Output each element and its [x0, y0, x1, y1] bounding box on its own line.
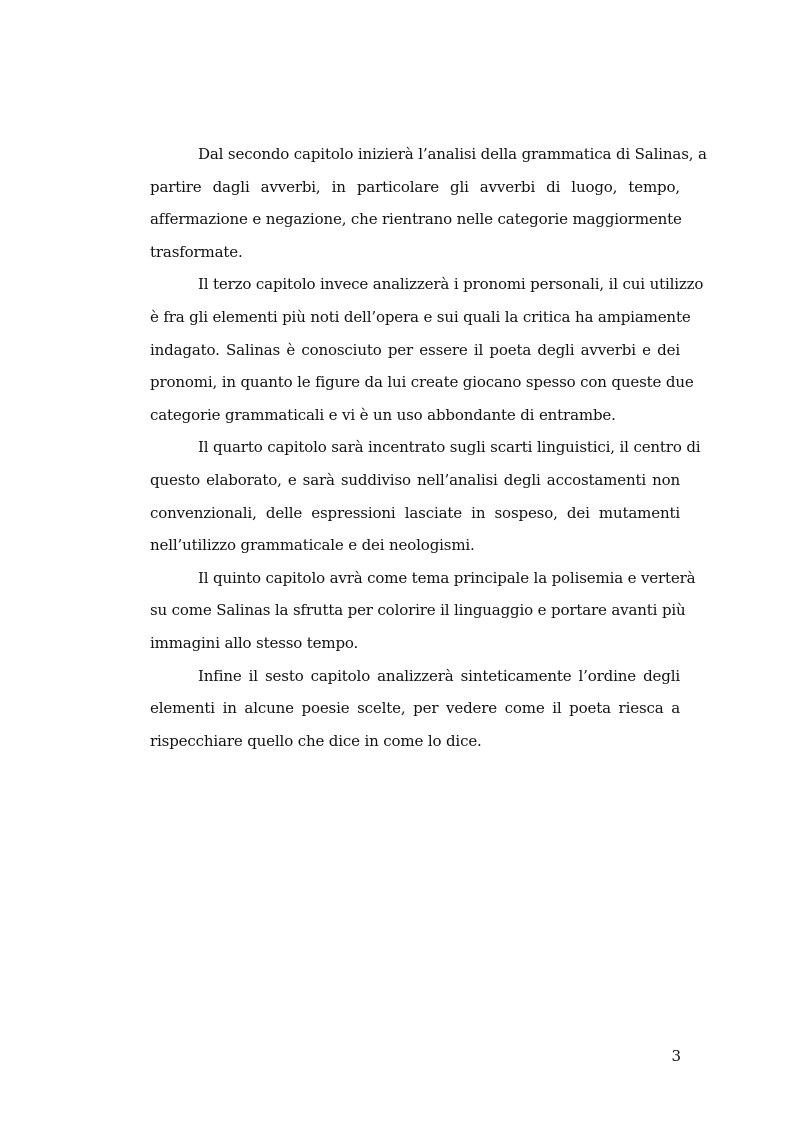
paragraph-line: Il quarto capitolo sarà incentrato sugli scarti linguistici, il centro di [198, 438, 701, 457]
paragraph-line: è fra gli elementi più noti dell’opera e sui quali la critica ha ampiamente [150, 307, 691, 326]
paragraph-line: Dal secondo capitolo inizierà l’analisi della grammatica di Salinas, a [198, 145, 707, 163]
paragraph-line: nell’utilizzo grammaticale e dei neologismi. [150, 536, 475, 555]
paragraph-line: Il quinto capitolo avrà come tema principale la polisemia e verterà [198, 568, 696, 587]
paragraph-3 [150, 431, 701, 561]
paragraph-line: convenzionali, delle espressioni lasciate in sospeso, dei mutamenti [150, 503, 680, 522]
paragraph-1 [150, 138, 707, 268]
paragraph-line: su come Salinas la sfrutta per colorire il linguaggio e portare avanti più [150, 601, 686, 620]
paragraph-line: partire dagli avverbi, in particolare gli avverbi di luogo, tempo, [150, 177, 680, 196]
paragraph-line: Infine il sesto capitolo analizzerà sinteticamente l’ordine degli [198, 666, 680, 685]
paragraph-line: affermazione e negazione, che rientrano nelle categorie maggiormente [150, 210, 682, 229]
paragraph-5 [150, 660, 680, 758]
paragraph-line: categorie grammaticali e vi è un uso abbondante di entrambe. [150, 405, 616, 424]
paragraph-line: Il terzo capitolo invece analizzerà i pronomi personali, il cui utilizzo [198, 275, 704, 294]
paragraph-line: elementi in alcune poesie scelte, per vedere come il poeta riesca a [150, 699, 680, 718]
paragraph-line: immagini allo stesso tempo. [150, 633, 359, 652]
paragraph-2 [150, 268, 704, 431]
paragraph-line: indagato. Salinas è conosciuto per essere il poeta degli avverbi e dei [150, 340, 680, 359]
paragraph-line: trasformate. [150, 242, 243, 261]
body-text [150, 138, 707, 757]
paragraph-line: pronomi, in quanto le figure da lui create giocano spesso con queste due [150, 373, 694, 392]
page-number: 3 [671, 1047, 681, 1065]
paragraph-4 [150, 562, 696, 660]
paragraph-line: questo elaborato, e sarà suddiviso nell’analisi degli accostamenti non [150, 470, 680, 489]
paragraph-line: rispecchiare quello che dice in come lo dice. [150, 731, 482, 750]
